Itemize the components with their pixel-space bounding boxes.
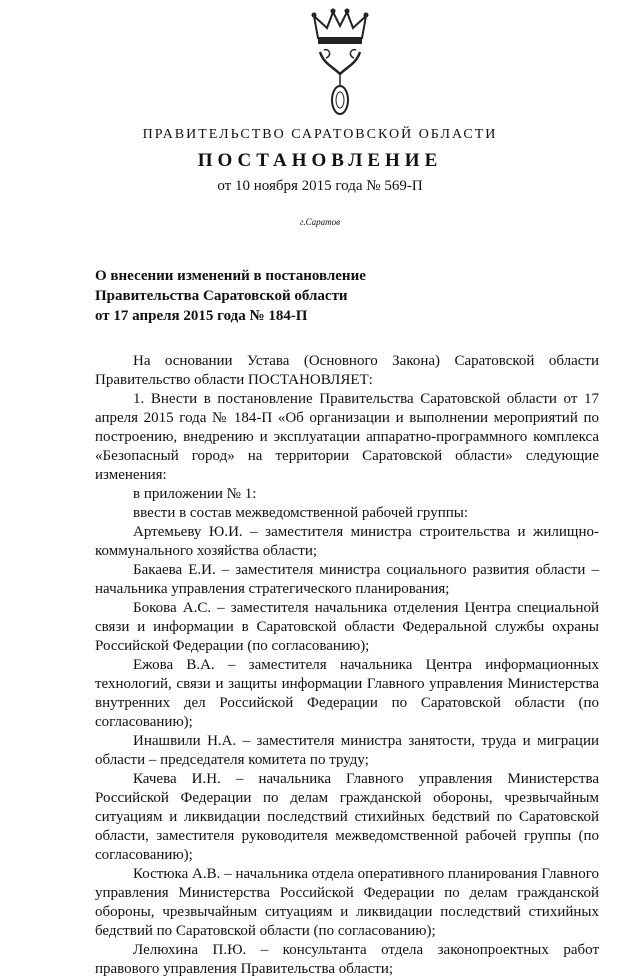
body-paragraph: в приложении № 1:	[133, 486, 257, 502]
body-paragraph: Костюка А.В. – начальника отдела оперативного планирования Главного управления Министерства Российской Федерации по делам гражданской обороны, чрезвычайным ситуациям и ликвидации последствий стихийных бедствий по Саратовской области (по согласованию);	[95, 866, 599, 939]
document-type-title: ПОСТАНОВЛЕНИЕ	[197, 150, 443, 171]
subject-line: от 17 апреля 2015 года № 184-П	[95, 308, 308, 324]
body-paragraph: Качева И.Н. – начальника Главного управления Министерства Российской Федерации по делам гражданской обороны, чрезвычайным ситуациям и ликвидации последствий стихийных бедствий по Саратовской области, заместителя руководителя межведомственной рабочей группы (по согласованию);	[95, 771, 599, 863]
body-paragraph: Инашвили Н.А. – заместителя министра занятости, труда и миграции области – председателя комитета по труду;	[95, 733, 599, 768]
document-body	[95, 352, 599, 979]
body-paragraph: 1. Внести в постановление Правительства Саратовской области от 17 апреля 2015 года № 184-П «Об организации и выполнении мероприятий по построению, внедрению и эксплуатации аппаратно-программного комплекса «Безопасный город» на территории Саратовской области» следующие изменения:	[95, 391, 599, 483]
subject-line: Правительства Саратовской области	[95, 288, 348, 304]
coat-of-arms-emblem-icon	[310, 8, 370, 118]
body-paragraph: На основании Устава (Основного Закона) Саратовской области Правительство области ПОСТАНОВЛЯЕТ:	[95, 353, 599, 388]
government-name: ПРАВИТЕЛЬСТВО САРАТОВСКОЙ ОБЛАСТИ	[142, 127, 498, 142]
body-paragraph: Артемьеву Ю.И. – заместителя министра строительства и жилищно-коммунального хозяйства области;	[95, 524, 599, 559]
document-date-number: от 10 ноября 2015 года № 569-П	[217, 178, 423, 194]
subject-line: О внесении изменений в постановление	[95, 268, 366, 284]
body-paragraph: Бокова А.С. – заместителя начальника отделения Центра специальной связи и информации в Саратовской области Федеральной службы охраны Российской Федерации (по согласованию);	[95, 600, 599, 654]
body-paragraph: Ежова В.А. – заместителя начальника Центра информационных технологий, связи и защиты информации Главного управления Министерства внутренних дел Российской Федерации по Саратовской области (по согласованию);	[95, 657, 599, 730]
body-paragraph: Лелюхина П.Ю. – консультанта отдела законопроектных работ правового управления Правительства области;	[95, 942, 599, 977]
body-paragraph: ввести в состав межведомственной рабочей группы:	[133, 505, 468, 521]
body-paragraph: Бакаева Е.И. – заместителя министра социального развития области – начальника управления стратегического планирования;	[95, 562, 599, 597]
document-subject	[95, 266, 425, 326]
document-city: г.Саратов	[299, 217, 341, 227]
